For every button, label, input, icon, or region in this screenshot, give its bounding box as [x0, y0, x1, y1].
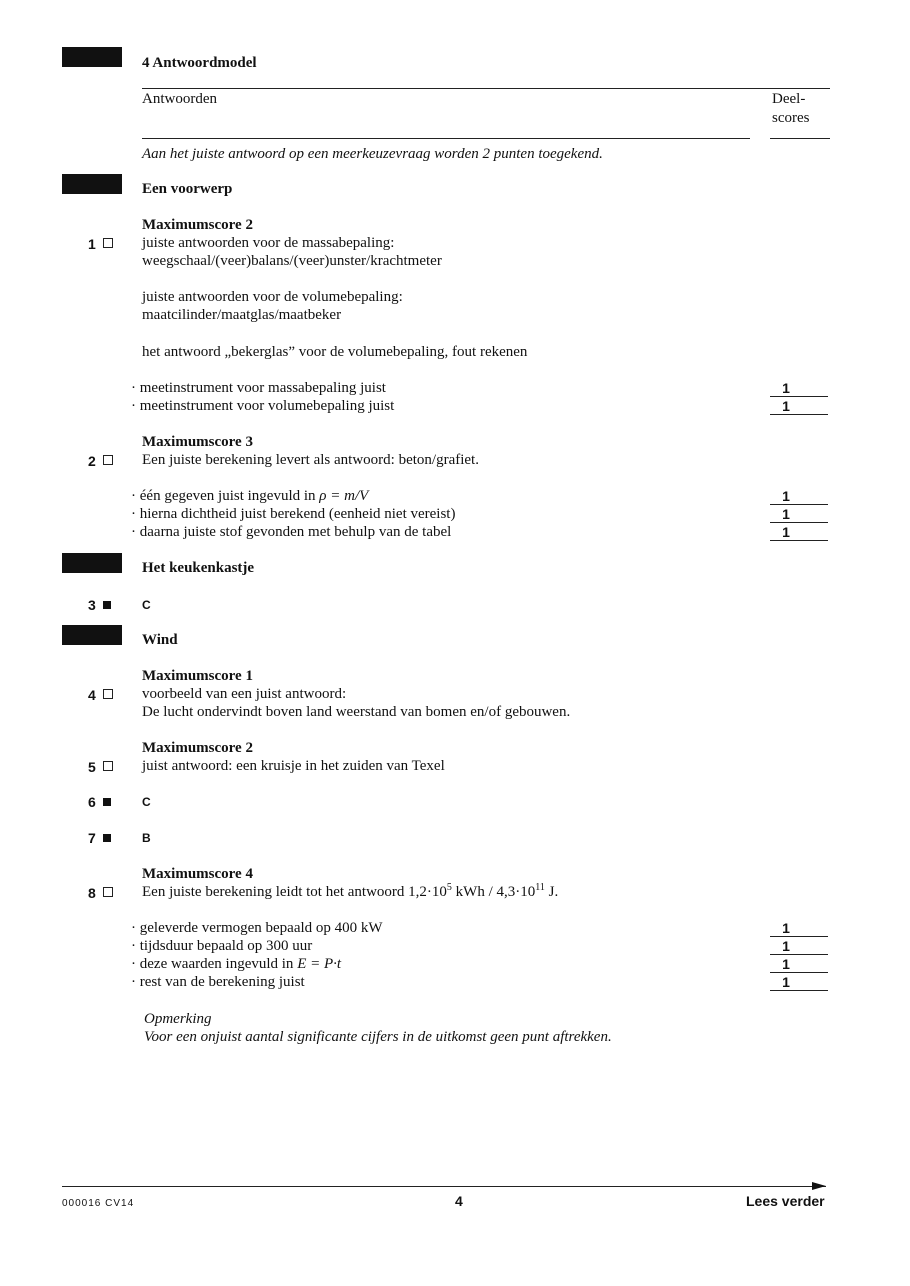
answer-line: De lucht ondervindt boven land weerstand van bomen en/of gebouwen. [142, 704, 571, 720]
answer-line: Een juiste berekening leidt tot het antwoord $1,2\cdot 10^5$ kWh / $4,3\cdot 10^{11}$ J. [142, 882, 559, 900]
page-number: 4 [455, 1193, 463, 1209]
max-score: Maximumscore 1 [142, 668, 253, 684]
partial-score: 1 [770, 524, 828, 541]
question-number: 2 [88, 452, 126, 470]
remark-title: Opmerking [144, 1011, 212, 1027]
footer-rule [62, 1186, 826, 1187]
open-question-checkbox-icon [103, 887, 113, 897]
section-marker-bar [62, 174, 122, 194]
open-question-checkbox-icon [103, 689, 113, 699]
intro-text: Aan het juiste antwoord op een meerkeuzevraag worden 2 punten toegekend. [142, 146, 603, 162]
score-criterion: · geleverde vermogen bepaald op 400 kW [131, 920, 383, 936]
answer-line: weegschaal/(veer)balans/(veer)unster/krachtmeter [142, 253, 442, 269]
max-score: Maximumscore 2 [142, 217, 253, 233]
mc-answer: C [142, 795, 151, 809]
section-title: Het keukenkastje [142, 560, 255, 576]
open-question-checkbox-icon [103, 455, 113, 465]
partial-score: 1 [770, 920, 828, 937]
multiple-choice-square-icon [103, 834, 111, 842]
open-question-checkbox-icon [103, 761, 113, 771]
mc-answer: C [142, 598, 151, 612]
remark-text: Voor een onjuist aantal significante cijfers in de uitkomst geen punt aftrekken. [144, 1029, 612, 1045]
partial-score: 1 [770, 398, 828, 415]
mc-answer: B [142, 831, 151, 845]
partial-score: 1 [770, 974, 828, 991]
answer-line: juiste antwoorden voor de massabepaling: [142, 235, 395, 251]
answer-line: Een juiste berekening levert als antwoord: beton/grafiet. [142, 452, 479, 468]
score-criterion: · meetinstrument voor massabepaling juist [131, 380, 386, 396]
document-code: 000016 CV14 [62, 1198, 135, 1209]
header-top-rule [142, 88, 830, 89]
answer-line: voorbeeld van een juist antwoord: [142, 686, 347, 702]
question-number: 4 [88, 686, 126, 704]
answer-line: juist antwoord: een kruisje in het zuiden van Texel [142, 758, 445, 774]
score-criterion: · tijdsduur bepaald op 300 uur [131, 938, 313, 954]
formula: ρ = m/V [319, 488, 369, 504]
answer-line: maatcilinder/maatglas/maatbeker [142, 307, 342, 323]
open-question-checkbox-icon [103, 238, 113, 248]
score-criterion: · meetinstrument voor volumebepaling juist [131, 398, 395, 414]
section-marker-bar [62, 553, 122, 573]
column-header-scores-2: scores [772, 110, 810, 126]
multiple-choice-square-icon [103, 601, 111, 609]
column-header-answers: Antwoorden [142, 91, 217, 107]
answer-line: juiste antwoorden voor de volumebepaling: [142, 289, 403, 305]
question-number: 7 [88, 829, 126, 847]
max-score: Maximumscore 4 [142, 866, 253, 882]
section-marker-bar [62, 47, 122, 67]
max-score: Maximumscore 2 [142, 740, 253, 756]
score-criterion: · één gegeven juist ingevuld in ρ = m/V [131, 488, 369, 504]
question-number: 8 [88, 884, 126, 902]
section-title: Wind [142, 632, 178, 648]
multiple-choice-square-icon [103, 798, 111, 806]
partial-score: 1 [770, 956, 828, 973]
question-number: 1 [88, 235, 126, 253]
section-title: Een voorwerp [142, 181, 233, 197]
arrow-right-icon [812, 1182, 826, 1190]
max-score: Maximumscore 3 [142, 434, 253, 450]
page-title: 4 Antwoordmodel [142, 55, 257, 71]
header-bottom-rule-scores [770, 138, 830, 139]
score-criterion: · hierna dichtheid juist berekend (eenheid niet vereist) [131, 506, 456, 522]
score-criterion: · daarna juiste stof gevonden met behulp van de tabel [131, 524, 452, 540]
question-number: 6 [88, 793, 126, 811]
section-marker-bar [62, 625, 122, 645]
question-number: 3 [88, 596, 126, 614]
score-criterion: · rest van de berekening juist [131, 974, 305, 990]
header-bottom-rule-answers [142, 138, 750, 139]
partial-score: 1 [770, 938, 828, 955]
column-header-scores-1: Deel- [772, 91, 806, 107]
partial-score: 1 [770, 506, 828, 523]
score-criterion: · deze waarden ingevuld in E = P·t [131, 956, 342, 972]
partial-score: 1 [770, 380, 828, 397]
partial-score: 1 [770, 488, 828, 505]
formula: E = P·t [297, 956, 342, 972]
continue-text: Lees verder [746, 1193, 825, 1209]
question-number: 5 [88, 758, 126, 776]
answer-line: het antwoord „bekerglas” voor de volumebepaling, fout rekenen [142, 344, 528, 360]
